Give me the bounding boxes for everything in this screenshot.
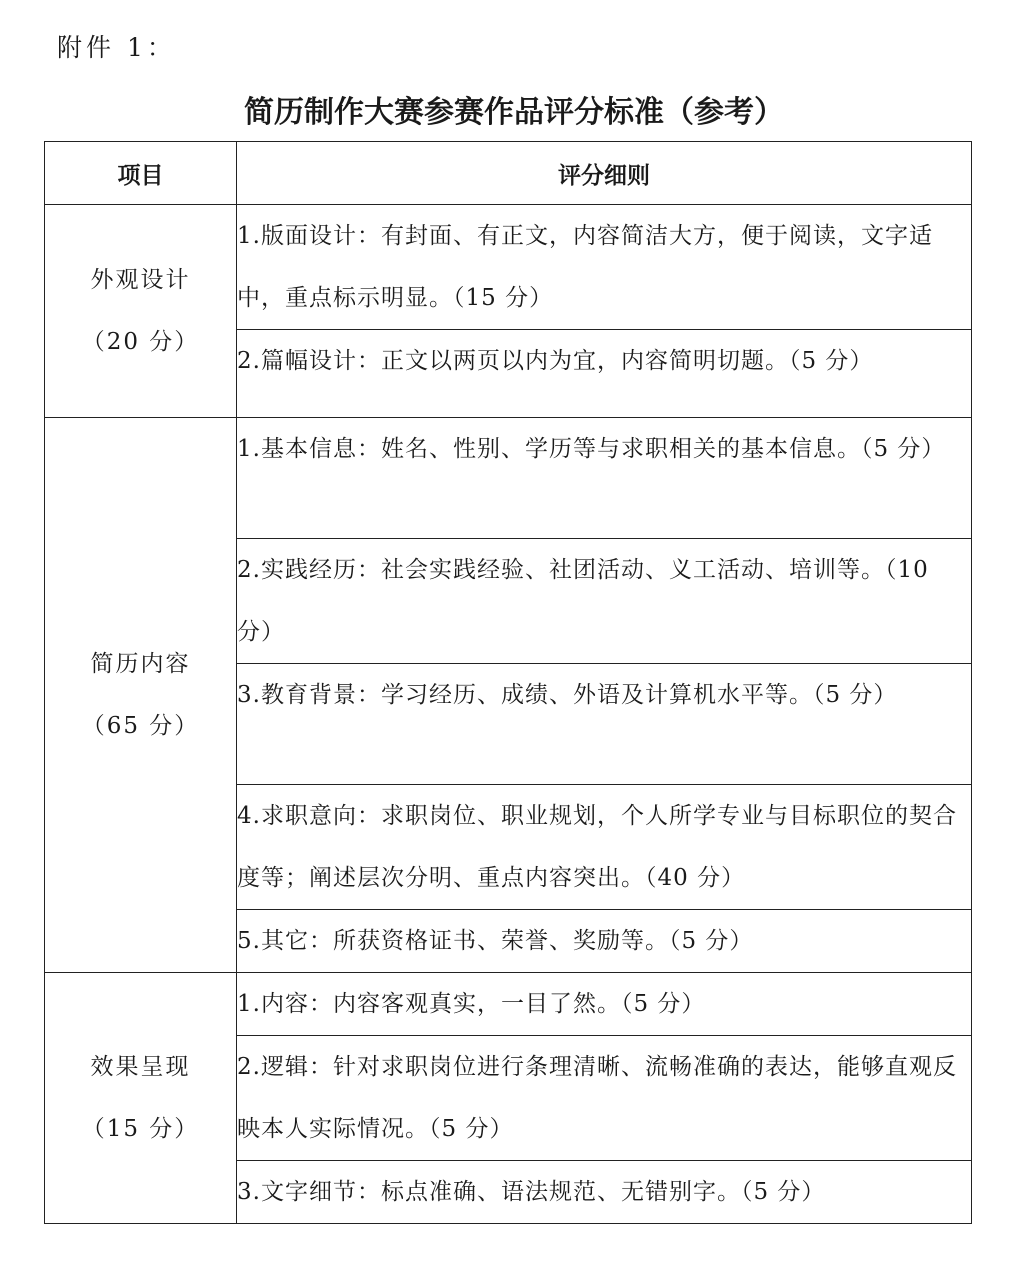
table-row xyxy=(45,205,972,330)
header-rules: 评分细则 xyxy=(237,142,972,205)
rule-cell: 1.内容：内容客观真实，一目了然。（5 分） xyxy=(237,973,972,1036)
rule-cell: 3.文字细节：标点准确、语法规范、无错别字。（5 分） xyxy=(237,1161,972,1224)
scoring-table xyxy=(44,141,972,1224)
rule-cell: 1.版面设计：有封面、有正文，内容简洁大方，便于阅读，文字适中，重点标示明显。（15 分） xyxy=(237,205,972,330)
rule-cell: 1.基本信息：姓名、性别、学历等与求职相关的基本信息。（5 分） xyxy=(237,418,972,539)
section-name: 效果呈现 xyxy=(90,1054,191,1080)
attachment-label: 附件 1： xyxy=(57,33,176,62)
section-cell-content xyxy=(45,418,237,973)
section-cell-presentation xyxy=(45,973,237,1224)
table-header-row xyxy=(45,142,972,205)
rule-cell: 4.求职意向：求职岗位、职业规划，个人所学专业与目标职位的契合度等；阐述层次分明、重点内容突出。（40 分） xyxy=(237,785,972,910)
rule-cell: 2.实践经历：社会实践经验、社团活动、义工活动、培训等。（10 分） xyxy=(237,539,972,664)
rule-cell: 2.逻辑：针对求职岗位进行条理清晰、流畅准确的表达，能够直观反映本人实际情况。（5 分） xyxy=(237,1036,972,1161)
section-name: 简历内容 xyxy=(90,651,191,677)
section-name: 外观设计 xyxy=(90,267,191,293)
section-cell-appearance xyxy=(45,205,237,418)
section-score: （65 分） xyxy=(81,713,200,739)
table-row xyxy=(45,973,972,1036)
section-score: （15 分） xyxy=(81,1116,200,1142)
table-row xyxy=(45,418,972,539)
rule-cell: 2.篇幅设计：正文以两页以内为宜，内容简明切题。（5 分） xyxy=(237,330,972,418)
header-item: 项目 xyxy=(45,142,237,205)
section-score: （20 分） xyxy=(81,329,200,355)
rule-cell: 3.教育背景：学习经历、成绩、外语及计算机水平等。（5 分） xyxy=(237,664,972,785)
rule-cell: 5.其它：所获资格证书、荣誉、奖励等。（5 分） xyxy=(237,910,972,973)
document-title: 简历制作大赛参赛作品评分标准（参考） xyxy=(244,95,784,130)
